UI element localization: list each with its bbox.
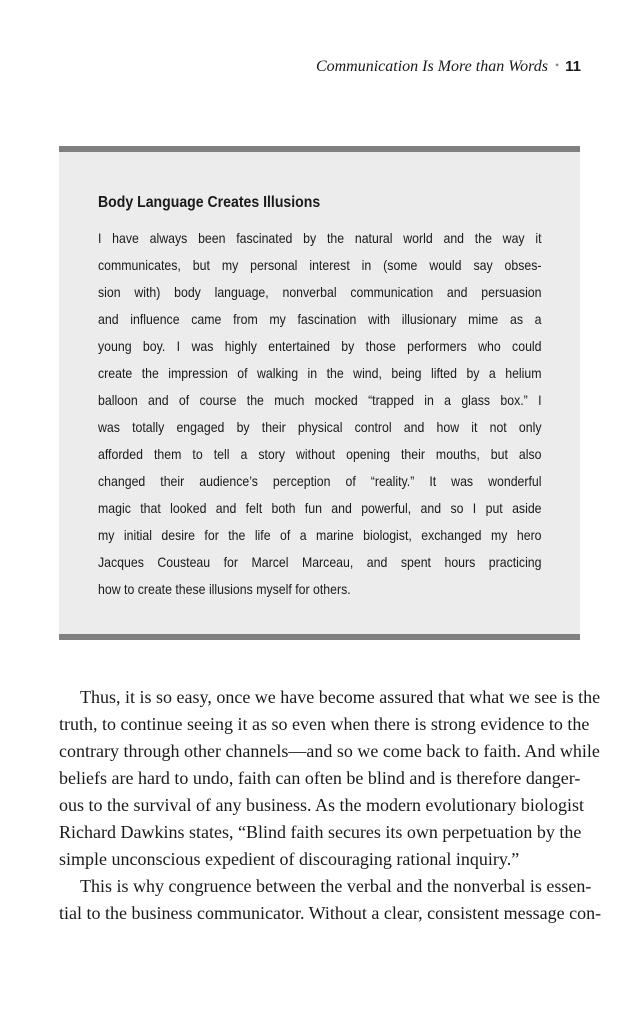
running-head [316, 58, 581, 76]
body-line: contrary through other channels—and so we come back to faith. And while [59, 741, 600, 761]
body-line: beliefs are hard to undo, faith can often be blind and is therefore danger- [59, 768, 581, 788]
sidebar-title: Body Language Creates Illusions [98, 194, 321, 211]
sidebar-line: my initial desire for the life of a marine biologist, exchanged my hero [98, 527, 542, 543]
sidebar-line: changed their audience’s perception of “reality.” It was wonderful [98, 473, 542, 489]
sidebar-line: young boy. I was highly entertained by those performers who could [98, 338, 542, 354]
running-head-separator: • [554, 58, 560, 72]
body-line: Richard Dawkins states, “Blind faith secures its own perpetuation by the [59, 822, 582, 842]
sidebar-line: Jacques Cousteau for Marcel Marceau, and spent hours practicing [98, 554, 542, 570]
body-line: ous to the survival of any business. As the modern evolutionary biologist [59, 795, 584, 815]
sidebar-line: communicates, but my personal interest in (some would say obses- [98, 257, 542, 273]
body-line: This is why congruence between the verbal and the nonverbal is essen- [80, 876, 592, 896]
sidebar-line: create the impression of walking in the wind, being lifted by a helium [98, 365, 542, 381]
body-line: tial to the business communicator. Without a clear, consistent message con- [59, 903, 602, 923]
sidebar-line: was totally engaged by their physical control and how it not only [98, 419, 542, 435]
body-line: Thus, it is so easy, once we have become assured that what we see is the [80, 687, 601, 707]
sidebar-line: I have always been fascinated by the natural world and the way it [98, 230, 542, 246]
sidebar-line: afforded them to tell a story without opening their mouths, but also [98, 446, 542, 462]
sidebar-line: magic that looked and felt both fun and powerful, and so I put aside [98, 500, 542, 516]
sidebar-line: balloon and of course the much mocked “trapped in a glass box.” I [98, 392, 542, 408]
sidebar-line: how to create these illusions myself for others. [98, 581, 351, 597]
body-line: truth, to continue seeing it as so even when there is strong evidence to the [59, 714, 590, 734]
sidebar-box [59, 146, 580, 640]
page-number: 11 [565, 58, 581, 75]
running-head-title: Communication Is More than Words [315, 58, 548, 75]
body-line: simple unconscious expedient of discouraging rational inquiry.” [59, 849, 520, 869]
sidebar-line: sion with) body language, nonverbal communication and persuasion [98, 284, 542, 300]
sidebar-line: and influence came from my fascination with illusionary mime as a [98, 311, 542, 327]
